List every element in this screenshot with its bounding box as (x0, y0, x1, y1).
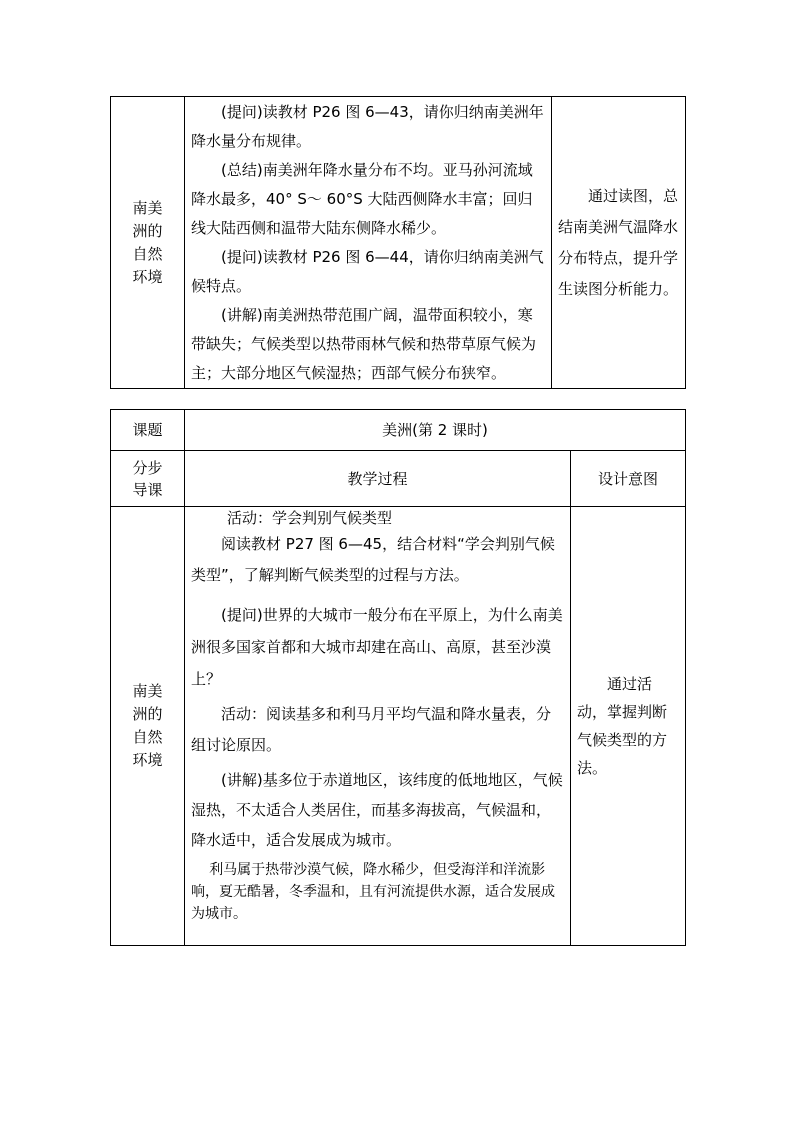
activity-title: 活动：学会判别气候类型 (227, 509, 393, 527)
process-paragraph: 活动：阅读基多和利马月平均气温和降水量表，分组讨论原因。 (191, 705, 552, 754)
process-paragraph: 利马属于热带沙漠气候，降水稀少，但受海洋和洋流影响，夏无酷暑，冬季温和，且有河流提供水源，适合发展成为城市。 (191, 862, 555, 922)
process-header: 教学过程 (347, 469, 408, 488)
design-purpose-cell (552, 97, 686, 389)
process-paragraph: (提问)读教材 P26 图 6—44，请你归纳南美洲气候特点。 (191, 248, 544, 295)
topic-line: 南美 (132, 682, 163, 700)
step-label-line: 分步 (132, 458, 163, 477)
design-purpose-cell (571, 507, 686, 946)
process-paragraph: (总结)南美洲年降水量分布不均。亚马孙河流域降水最多，40° S～ 60°S 大陆西侧降水丰富；回归线大陆西侧和温带大陆东侧降水稀少。 (191, 161, 533, 237)
process-paragraph: 阅读教材 P27 图 6—45，结合材料“学会判别气候类型”，了解判断气候类型的过程与方法。 (191, 535, 555, 584)
topic-cell (111, 97, 185, 389)
design-header-cell (571, 451, 686, 507)
teaching-process-cell (185, 507, 571, 946)
step-label-line: 导课 (132, 480, 163, 499)
process-paragraph: (提问)世界的大城市一般分布在平原上，为什么南美洲很多国家首都和大城市却建在高山、高原，甚至沙漠上？ (191, 606, 563, 688)
topic-line: 环境 (132, 751, 163, 769)
process-header-cell (185, 451, 571, 507)
topic-cell (111, 507, 185, 946)
topic-line: 南美 (132, 198, 163, 217)
step-label-cell (111, 451, 185, 507)
topic-line: 自然 (132, 728, 163, 746)
topic-line: 环境 (132, 267, 163, 286)
lesson-table-1 (110, 96, 686, 389)
lesson-title-cell (185, 410, 686, 451)
lesson-title: 美洲(第 2 课时) (382, 421, 488, 439)
process-paragraph: (讲解)南美洲热带范围广阔，温带面积较小，寒带缺失；气候类型以热带雨林气候和热带草原气候为主；大部分地区气候湿热；西部气候分布狭窄。 (191, 306, 537, 382)
topic-line: 洲的 (132, 221, 163, 240)
lesson-label-cell (111, 410, 185, 451)
topic-line: 自然 (132, 244, 163, 263)
process-paragraph: (提问)读教材 P26 图 6—43，请你归纳南美洲年降水量分布规律。 (191, 103, 544, 150)
topic-line: 洲的 (132, 705, 163, 723)
design-purpose-text: 通过读图，总结南美洲气温降水分布特点，提升学生读图分析能力。 (558, 186, 679, 298)
lesson-label: 课题 (132, 421, 163, 439)
design-purpose-text: 通过活动，掌握判断气候类型的方法。 (577, 675, 668, 777)
design-header: 设计意图 (598, 469, 659, 488)
teaching-process-cell (185, 97, 552, 389)
process-paragraph: (讲解)基多位于赤道地区，该纬度的低地地区，气候湿热，不太适合人类居住，而基多海拔高，气候温和，降水适中，适合发展成为城市。 (191, 771, 563, 849)
lesson-table-2 (110, 409, 686, 946)
